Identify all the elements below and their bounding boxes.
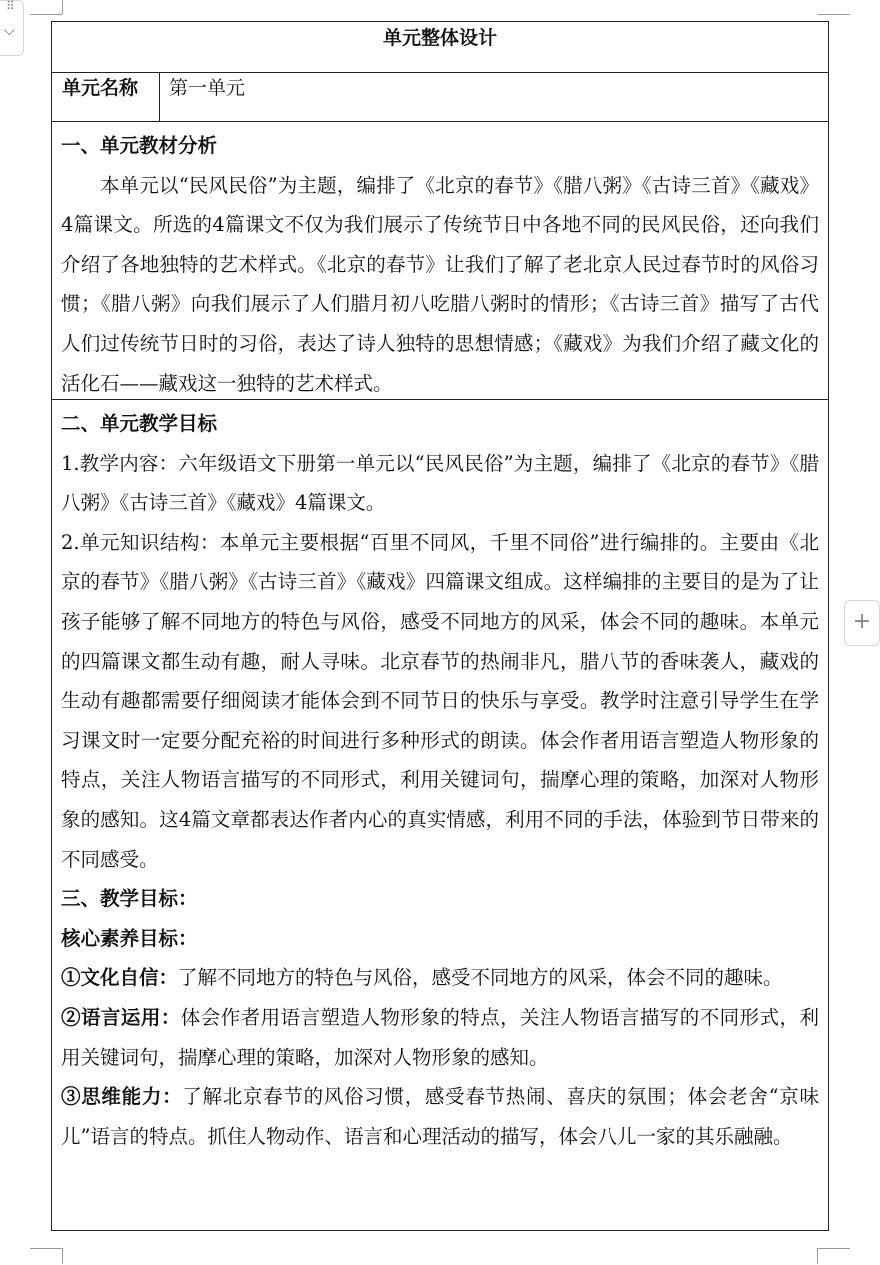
crop-mark-top-left	[30, 0, 62, 15]
section-textbook-analysis	[52, 122, 828, 400]
goal3-label: ③思维能力：	[61, 1085, 183, 1109]
goal-cultural-confidence	[61, 958, 819, 998]
unit-name-label: 单元名称	[52, 73, 160, 121]
teaching-content-item: 1.教学内容：六年级语文下册第一单元以“民风民俗”为主题，编排了《北京的春节》《腊八粥》《古诗三首》《藏戏》4篇课文。	[61, 451, 819, 515]
goal1-label: ①文化自信：	[61, 966, 179, 990]
page-title: 单元整体设计	[52, 22, 828, 73]
add-block-button[interactable]: +	[844, 600, 880, 646]
crop-mark-bottom-right-vertical	[817, 1248, 818, 1264]
crop-mark-bottom-left-vertical	[62, 1248, 63, 1264]
goal-thinking-ability	[61, 1077, 819, 1156]
section1-body: 本单元以“民风民俗”为主题，编排了《北京的春节》《腊八粥》《古诗三首》《藏戏》4篇课文。所选的4篇课文不仅为我们展示了传统节日中各地不同的民风民俗，还向我们介绍了各地独特的艺术样式。《北京的春节》让我们了解了老北京人民过春节时的风俗习惯；《腊八粥》向我们展示了人们腊月初八吃腊八粥时的情形；《古诗三首》描写了古代人们过传统节日时的习俗，表达了诗人独特的思想情感；《藏戏》为我们介绍了藏文化的活化石——藏戏这一独特的艺术样式。	[61, 173, 819, 395]
knowledge-structure-item: 2.单元知识结构：本单元主要根据“百里不同风，千里不同俗”进行编排的。主要由《北京的春节》《腊八粥》《古诗三首》《藏戏》四篇课文组成。这样编排的主要目的是为了让孩子能够了解不同地方的特色与风俗，感受不同地方的风采，体会不同的趣味。本单元的四篇课文都生动有趣，耐人寻味。北京春节的热闹非凡，腊八节的香味袭人，藏戏的生动有趣都需要仔细阅读才能体会到不同节日的快乐与享受。教学时注意引导学生在学习课文时一定要分配充裕的时间进行多种形式的朗读。体会作者用语言塑造人物形象的特点，关注人物语言描写的不同形式，利用关键词句，揣摩心理的策略，加深对人物形象的感知。这4篇文章都表达作者内心的真实情感，利用不同的手法，体验到节日带来的不同感受。	[61, 530, 819, 871]
crop-mark-bottom-left	[30, 1248, 62, 1265]
crop-mark-top-left-vertical	[62, 0, 63, 14]
side-drag-handle[interactable]	[0, 0, 24, 56]
unit-name-row	[52, 73, 828, 122]
section-teaching-goals	[52, 400, 828, 1156]
section1-heading: 一、单元教材分析	[61, 134, 218, 157]
goal2-text: 体会作者用语言塑造人物形象的特点，关注人物语言描写的不同形式，利用关键词句，揣摩心理的策略，加深对人物形象的感知。	[61, 1005, 819, 1069]
drag-dots-icon: ⠿	[6, 0, 16, 13]
goal3-text: 了解北京春节的风俗习惯，感受春节热闹、喜庆的氛围；体会老舍“京味儿”语言的特点。抓住人物动作、语言和心理活动的描写，体会八儿一家的其乐融融。	[61, 1085, 819, 1148]
chevron-down-icon[interactable]: ⌵	[4, 23, 15, 39]
unit-design-table	[51, 21, 829, 1231]
section3-heading: 三、教学目标：	[61, 887, 198, 911]
crop-mark-top-right	[818, 0, 850, 15]
goal1-text: 了解不同地方的特色与风俗，感受不同地方的风采，体会不同的趣味。	[178, 966, 783, 990]
core-literacy-heading: 核心素养目标：	[61, 926, 198, 950]
goal2-label: ②语言运用：	[61, 1005, 181, 1029]
section2-heading: 二、单元教学目标	[61, 412, 218, 435]
crop-mark-bottom-right	[818, 1248, 850, 1265]
goal-language-use	[61, 998, 819, 1077]
unit-name-value: 第一单元	[169, 77, 246, 99]
